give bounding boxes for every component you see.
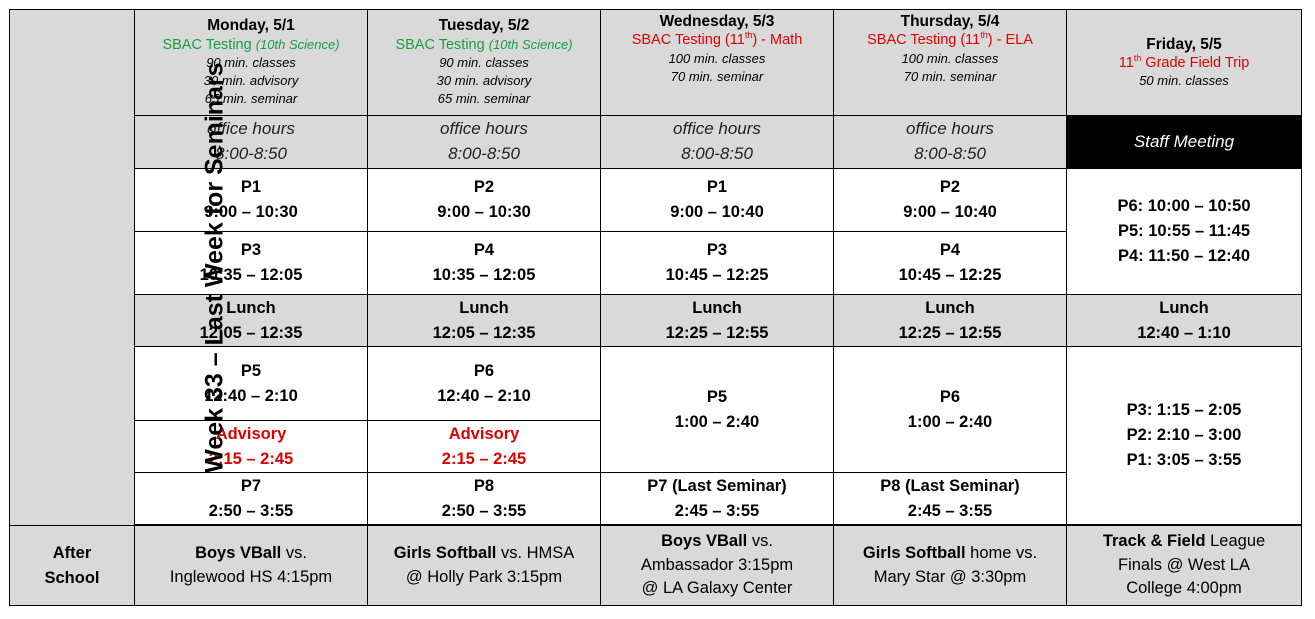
after-school-fri	[1067, 526, 1302, 606]
office-hours-wed	[601, 116, 834, 169]
test-label: SBAC Testing (11th) - ELA	[867, 30, 1033, 49]
friday-morning-periods	[1067, 169, 1302, 295]
day-note: 100 min. classes	[901, 50, 999, 66]
day-header-thu	[834, 10, 1067, 116]
day-note: 100 min. classes	[668, 50, 766, 66]
weekly-schedule-table	[9, 9, 1302, 606]
period-line: P6: 10:00 – 10:50	[1117, 197, 1251, 216]
day-title: Thursday, 5/4	[900, 13, 1000, 30]
period-name: P8	[473, 476, 495, 495]
period-line: P5: 10:55 – 11:45	[1117, 222, 1251, 241]
period-cell	[601, 473, 834, 525]
period-cell	[601, 169, 834, 232]
day-note: 70 min. seminar	[670, 68, 764, 84]
period-time: 10:35 – 12:05	[199, 266, 303, 284]
period-line: P2: 2:10 – 3:00	[1126, 426, 1242, 445]
event-detail: Finals @ West LA	[1118, 555, 1250, 574]
period-time: 9:00 – 10:40	[670, 203, 764, 221]
period-time: 2:45 – 3:55	[907, 501, 993, 520]
friday-afternoon-periods	[1067, 347, 1302, 525]
period-cell	[368, 473, 601, 525]
test-detail: (10th Science)	[255, 36, 340, 52]
event-team: Track & Field	[1102, 531, 1206, 550]
period-name: P1	[240, 178, 262, 197]
office-hours-time: 8:00-8:50	[215, 144, 287, 163]
day-header-mon	[135, 10, 368, 116]
period-time: 2:50 – 3:55	[208, 501, 294, 520]
day-note: 90 min. classes	[206, 54, 296, 70]
day-note: 70 min. seminar	[903, 68, 997, 84]
period-time: 2:45 – 3:55	[674, 501, 760, 520]
period-cell	[135, 169, 368, 232]
day-header-tue	[368, 10, 601, 116]
office-hours-thu	[834, 116, 1067, 169]
lunch-cell	[368, 295, 601, 347]
period-name: P7	[240, 476, 262, 495]
period-time: 12:40 – 2:10	[437, 386, 531, 405]
day-note: 50 min. classes	[1139, 73, 1229, 89]
day-title: Tuesday, 5/2	[438, 17, 530, 35]
event-detail: Inglewood HS 4:15pm	[169, 567, 333, 586]
day-note: 65 min. seminar	[437, 91, 531, 107]
lunch-label: Lunch	[459, 298, 509, 317]
after-school-wed	[601, 526, 834, 606]
event-detail: vs.	[281, 543, 307, 562]
period-line: P3: 1:15 – 2:05	[1126, 401, 1242, 420]
period-name: P2	[939, 178, 961, 197]
lunch-label: Lunch	[1159, 298, 1209, 317]
period-name: P4	[939, 241, 961, 260]
period-time: 12:40 – 2:10	[204, 386, 298, 405]
period-name: P6	[473, 361, 495, 380]
lunch-time: 12:40 – 1:10	[1137, 323, 1231, 342]
day-title: Wednesday, 5/3	[659, 13, 775, 30]
period-name: P5	[240, 361, 262, 380]
after-school-mon	[135, 526, 368, 606]
period-name: P4	[473, 241, 495, 260]
test-label: SBAC Testing	[395, 36, 485, 53]
event-detail: League	[1205, 531, 1266, 550]
office-hours-time: 8:00-8:50	[448, 144, 520, 163]
office-hours-tue	[368, 116, 601, 169]
period-cell	[601, 232, 834, 295]
period-name: P7 (Last Seminar)	[647, 476, 787, 495]
period-cell	[135, 473, 368, 525]
advisory-cell	[135, 421, 368, 473]
event-detail: @ Holly Park 3:15pm	[405, 567, 563, 586]
period-name: P3	[706, 241, 728, 260]
advisory-label: Advisory	[448, 424, 520, 443]
test-label: SBAC Testing (11th) - Math	[631, 30, 803, 49]
event-detail: College 4:00pm	[1126, 579, 1242, 598]
day-note: 90 min. classes	[439, 54, 529, 70]
advisory-cell	[368, 421, 601, 473]
period-cell	[834, 347, 1067, 473]
lunch-time: 12:25 – 12:55	[898, 323, 1002, 342]
event-team: Boys VBall	[661, 531, 748, 550]
day-note: 30 min. advisory	[203, 73, 299, 89]
event-detail: Ambassador 3:15pm	[640, 555, 794, 574]
event-detail: Mary Star @ 3:30pm	[873, 567, 1027, 586]
period-cell	[368, 169, 601, 232]
period-line: P4: 11:50 – 12:40	[1117, 246, 1251, 265]
day-header-wed	[601, 10, 834, 116]
event-team: Girls Softball	[393, 543, 497, 562]
lunch-label: Lunch	[925, 298, 975, 317]
period-time: 10:45 – 12:25	[898, 266, 1002, 284]
day-note: 65 min. seminar	[204, 91, 298, 107]
test-label: SBAC Testing	[162, 36, 252, 53]
advisory-time: 2:15 – 2:45	[208, 449, 294, 468]
week-side-label: Week 33 – Last Week for Seminars	[200, 62, 229, 473]
period-name: P6	[939, 387, 961, 406]
period-cell	[834, 169, 1067, 232]
period-time: 2:50 – 3:55	[441, 501, 527, 520]
lunch-cell	[601, 295, 834, 347]
lunch-time: 12:25 – 12:55	[665, 323, 769, 342]
day-title: Friday, 5/5	[1146, 35, 1222, 53]
period-cell	[135, 347, 368, 421]
lunch-cell	[1067, 295, 1302, 347]
test-detail: (10th Science)	[488, 36, 573, 52]
office-hours-mon	[135, 116, 368, 169]
period-cell	[834, 473, 1067, 525]
period-name: P8 (Last Seminar)	[880, 476, 1020, 495]
lunch-label: Lunch	[226, 298, 276, 317]
event-detail: vs. HMSA	[496, 543, 575, 562]
after-school-tue	[368, 526, 601, 606]
period-name: P1	[706, 178, 728, 197]
event-detail: home vs.	[965, 543, 1038, 562]
period-cell	[135, 232, 368, 295]
office-hours-label: office hours	[440, 119, 528, 139]
after-school-label: School	[44, 568, 100, 587]
period-name: P3	[240, 241, 262, 260]
office-hours-label: office hours	[673, 119, 761, 139]
day-header-fri	[1067, 10, 1302, 116]
office-hours-label: office hours	[207, 119, 295, 139]
advisory-label: Advisory	[215, 424, 287, 443]
period-time: 9:00 – 10:40	[903, 203, 997, 221]
day-note: 30 min. advisory	[436, 73, 532, 89]
period-time: 10:45 – 12:25	[665, 266, 769, 284]
period-time: 1:00 – 2:40	[907, 412, 993, 431]
lunch-time: 12:05 – 12:35	[199, 323, 303, 342]
after-school-label-cell	[10, 526, 135, 606]
office-hours-label: office hours	[906, 119, 994, 139]
period-time: 1:00 – 2:40	[674, 412, 760, 431]
period-cell	[834, 232, 1067, 295]
period-name: P2	[473, 178, 495, 197]
after-school-thu	[834, 526, 1067, 606]
period-line: P1: 3:05 – 3:55	[1126, 450, 1242, 469]
event-detail: vs.	[747, 531, 773, 550]
period-time: 10:35 – 12:05	[432, 266, 536, 284]
period-name: P5	[706, 387, 728, 406]
lunch-cell	[834, 295, 1067, 347]
advisory-time: 2:15 – 2:45	[441, 449, 527, 468]
event-team: Girls Softball	[862, 543, 966, 562]
test-label: 11th Grade Field Trip	[1118, 53, 1250, 72]
office-hours-time: 8:00-8:50	[681, 144, 753, 163]
period-cell	[368, 347, 601, 421]
lunch-time: 12:05 – 12:35	[432, 323, 536, 342]
event-detail: @ LA Galaxy Center	[641, 579, 793, 598]
period-time: 9:00 – 10:30	[437, 203, 531, 221]
after-school-label: After	[52, 543, 92, 562]
staff-meeting-cell	[1067, 116, 1302, 169]
lunch-cell	[135, 295, 368, 347]
event-team: Boys VBall	[195, 543, 282, 562]
period-time: 9:00 – 10:30	[204, 203, 298, 221]
office-hours-time: 8:00-8:50	[914, 144, 986, 163]
period-cell	[368, 232, 601, 295]
staff-meeting-label: Staff Meeting	[1133, 132, 1235, 152]
period-cell	[601, 347, 834, 473]
lunch-label: Lunch	[692, 298, 742, 317]
day-title: Monday, 5/1	[207, 17, 295, 35]
